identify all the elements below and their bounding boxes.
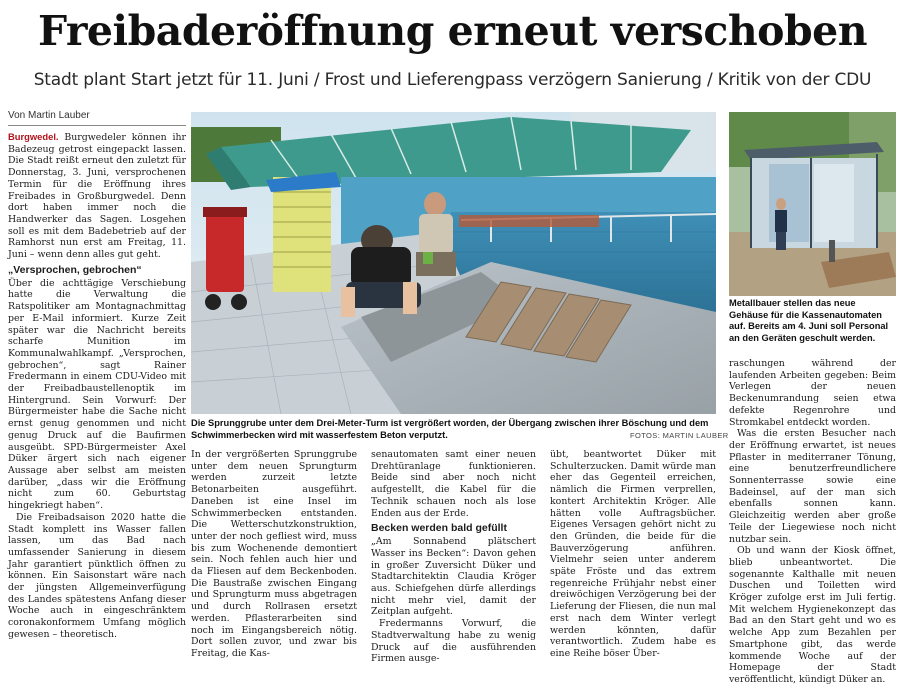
article-column-1: [8, 131, 186, 643]
byline: Von Martin Lauber: [8, 110, 90, 121]
paragraph: raschungen während der laufenden Arbeiten gegeben: Beim Verlegen der neuen Beckenumrandung seien etwa defekte Regenrohre und Stromkabel entdeckt worden.: [729, 358, 896, 428]
paragraph: Ob und wann der Kiosk öffnet, blieb unbeantwortet. Die sogenannte Kalthalle mit neuen Duschen und Toiletten wird Kröger zufolge erst im Juli fertig. Mit welchem Hygienekonzept das Bad an den Start geht und wo es welche App zum Bezahlen per Smartphone gibt, das werde kommende Woche auf der Homepage der Stadt veröffentlicht, kündigt Düker an.: [729, 545, 896, 685]
article-column-5: [729, 358, 896, 685]
paragraph: Über die achttägige Verschiebung hatte die Verwaltung die Ratspolitiker am Montagnachmittag per E-Mail informiert. Kurze Zeit später war die Nachricht bereits scharfe Munition im Kommunalwahlkampf. „Versprochen, gebrochen“, sagt Rainer Fredermann in einem CDU-Video mit der Freibadbaustellenoptik im Hintergrund. Sein Vorwurf: Der Bürgermeister habe die Sache nicht ernst genug genommen und nicht genug Druck auf die Baufirmen ausgeübt. SPD-Bürgermeister Axel Düker ärgert sich nach eigener Aussage aber selbst am meisten darüber, „dass wir die Eröffnung nicht zum 60. Geburtstag hingekriegt haben“.: [8, 277, 186, 512]
subheadline: Stadt plant Start jetzt für 11. Juni / Frost und Lieferengpass verzögern Sanierung / Kritik von der CDU: [33, 70, 872, 90]
headline: Freibaderöffnung erneut verschoben: [37, 7, 868, 55]
article-column-3: [371, 449, 536, 665]
side-photo: [729, 112, 896, 296]
paragraph: senautomaten samt einer neuen Drehtüranlage funktionieren. Beide sind aber noch nicht aufgestellt, die Kabel für die Technik schauen noch als lose Enden aus der Erde.: [371, 449, 536, 519]
article-column-2: [191, 449, 357, 659]
paragraph: In der vergrößerten Sprunggrube unter dem neuen Sprungturm werden zurzeit letzte Betonarbeiten ausgeführt. Daneben ist eine Insel im Schwimmerbecken entstanden. Die Wetterschutzkonstruktion, unter der noch gefliest wird, muss bis zum Wochenende demontiert sein. Noch fehlen auch hier und da Fliesen auf dem Beckenboden. Die Baustraße zwischen Eingang und Sprungturm muss abgetragen und durch Rollrasen ersetzt werden. Pflasterarbeiten sind noch im Eingangsbereich nötig. Dort sollen zuvor, und zwar bis Freitag, die Kas-: [191, 449, 357, 659]
subheading: „Versprochen, gebrochen“: [8, 263, 142, 276]
paragraph: „Am Sonnabend plätschert Wasser ins Becken“: Davon gehen in großer Zuversicht Düker und Stadtarchitektin Claudia Kröger aus. Schiefgehen dürfe allerdings nicht mehr viel, damit der Zeitplan aufgeht.: [371, 536, 536, 618]
subheading: Becken werden bald gefüllt: [371, 522, 507, 535]
paragraph-text: Burgwedeler können ihr Badezeug getrost eingepackt lassen. Die Stadt reißt erneut den zuletzt für Donnerstag, 3. Juni, versprochenen Termin für die Eröffnung ihres Freibades in Großburgwedel. Denn dort haben immer noch die Handwerker das Sagen. Losgehen soll es mit dem Badebetrieb auf der Ramhorst nun erst am Freitag, 11. Juni – wenn denn alles gut geht.: [8, 132, 187, 261]
side-photo-caption: Metallbauer stellen das neue Gehäuse für die Kassenautomaten auf. Bereits am 4. Juni soll Personal an den Geräten geschult werden.: [729, 298, 889, 343]
paragraph: [8, 131, 186, 261]
paragraph: Fredermanns Vorwurf, die Stadtverwaltung habe zu wenig Druck auf die ausführenden Firmen ausge-: [371, 618, 536, 665]
byline-divider: [8, 125, 186, 126]
main-photo: [191, 112, 716, 414]
dateline: Burgwedel.: [8, 131, 59, 142]
photo-credit: FOTOS: MARTIN LAUBER: [630, 431, 729, 440]
main-photo-caption: Die Sprunggrube unter dem Drei-Meter-Turm ist vergrößert worden, der Übergang zwischen ihrer Böschung und dem Schwimmerbecken wird mit wasserfestem Beton verputzt.: [191, 418, 709, 440]
paragraph: übt, beantwortet Düker mit Schulterzucken. Damit würde man eher das Gegenteil erreichen, nämlich die Firmen verprellen, kontert Architektin Kröger. Alle hätten volle Auftragsbücher. Eigenes Versagen gehört nicht zu den Gründen, die beide für die Bauverzögerung anführen. Vielmehr seien unter anderem späte Fröste und das extrem regenreiche Frühjahr nebst einer dreiwöchigen Verzögerung bei der Lieferung der Fliesen, die nun mal erst nach dem Winter verlegt werden könnten, dafür verantwortlich. Zudem habe es eine Reihe böser Über-: [550, 449, 716, 659]
article-column-4: [550, 449, 716, 659]
paragraph: Die Freibadsaison 2020 hatte die Stadt komplett ins Wasser fallen lassen, um das Bad nach umfassender Sanierung in diesem Jahr garantiert pünktlich öffnen zu können. Ein Saisonstart wäre nach der jüngsten Allgemeinverfügung des Landes spätestens Anfang dieser Woche auch in eingeschränktem coronakonformem Umfang möglich gewesen – theoretisch.: [8, 511, 186, 640]
paragraph: Was die ersten Besucher nach der Eröffnung erwartet, ist neues Pflaster in mediterraner Tönung, eine benutzerfreundlichere Sonnenterrasse sowie eine Badeinsel, auf der man sich ebenfalls sonnen kann. Gleichzeitig werden aber große Teile der Liegewiese noch nicht nutzbar sein.: [729, 428, 896, 545]
